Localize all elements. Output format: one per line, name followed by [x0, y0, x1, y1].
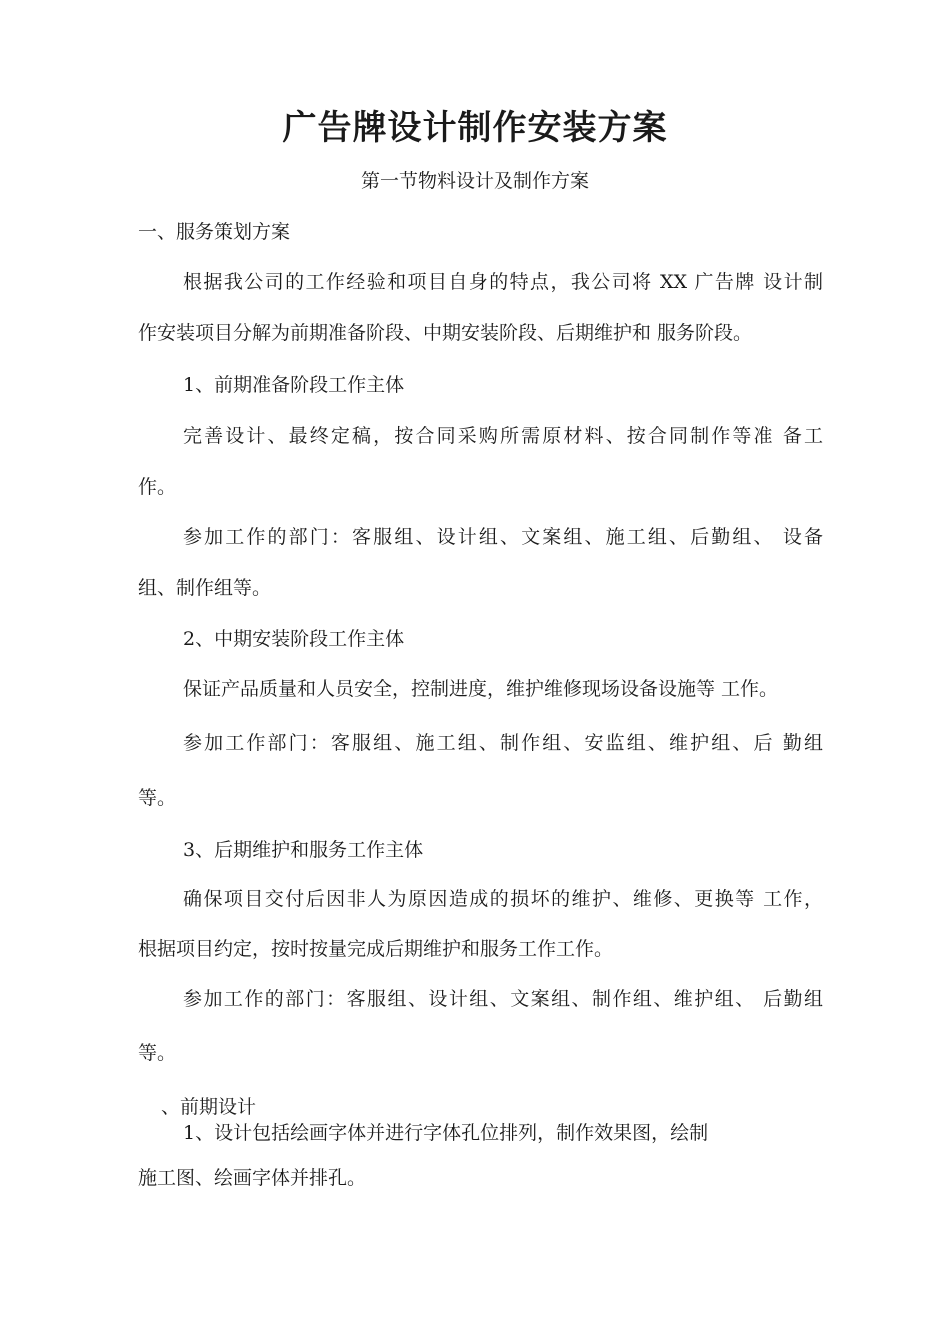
section-subtitle: 第一节物料设计及制作方案	[360, 170, 589, 192]
paragraph-line: 等。	[138, 787, 177, 809]
paragraph-line: 确保项目交付后因非人为原因造成的损坏的维护、维修、更换等 工作，	[183, 888, 823, 910]
paragraph-line: 施工图、绘画字体并排孔。	[138, 1167, 367, 1189]
paragraph-line: 参加工作的部门：客服组、设计组、文案组、施工组、后勤组、 设备	[183, 526, 823, 548]
paragraph-line: 根据我公司的工作经验和项目自身的特点，我公司将 XX 广告牌 设计制	[183, 271, 823, 293]
heading-early-design: 、前期设计	[161, 1096, 257, 1118]
subheading-phase-3: 3、后期维护和服务工作主体	[183, 839, 424, 861]
paragraph-line: 等。	[138, 1042, 177, 1064]
paragraph-line: 完善设计、最终定稿，按合同采购所需原材料、按合同制作等准 备工	[183, 425, 823, 447]
paragraph-line: 参加工作的部门：客服组、设计组、文案组、制作组、维护组、 后勤组	[183, 988, 823, 1010]
paragraph-line: 1、设计包括绘画字体并进行字体孔位排列，制作效果图，绘制	[183, 1122, 709, 1144]
subheading-phase-1: 1、前期准备阶段工作主体	[183, 374, 405, 396]
paragraph-line: 根据项目约定，按时按量完成后期维护和服务工作工作。	[138, 938, 614, 960]
subheading-phase-2: 2、中期安装阶段工作主体	[183, 628, 405, 650]
paragraph-line: 作安装项目分解为前期准备阶段、中期安装阶段、后期维护和 服务阶段。	[138, 322, 753, 344]
paragraph-line: 保证产品质量和人员安全，控制进度，维护维修现场设备设施等 工作。	[183, 678, 779, 700]
paragraph-line: 参加工作部门：客服组、施工组、制作组、安监组、维护组、后 勤组	[183, 732, 823, 754]
heading-service-plan: 一、服务策划方案	[138, 221, 291, 243]
page-title: 广告牌设计制作安装方案	[282, 108, 668, 148]
paragraph-line: 组、制作组等。	[138, 577, 272, 599]
paragraph-line: 作。	[138, 476, 177, 498]
